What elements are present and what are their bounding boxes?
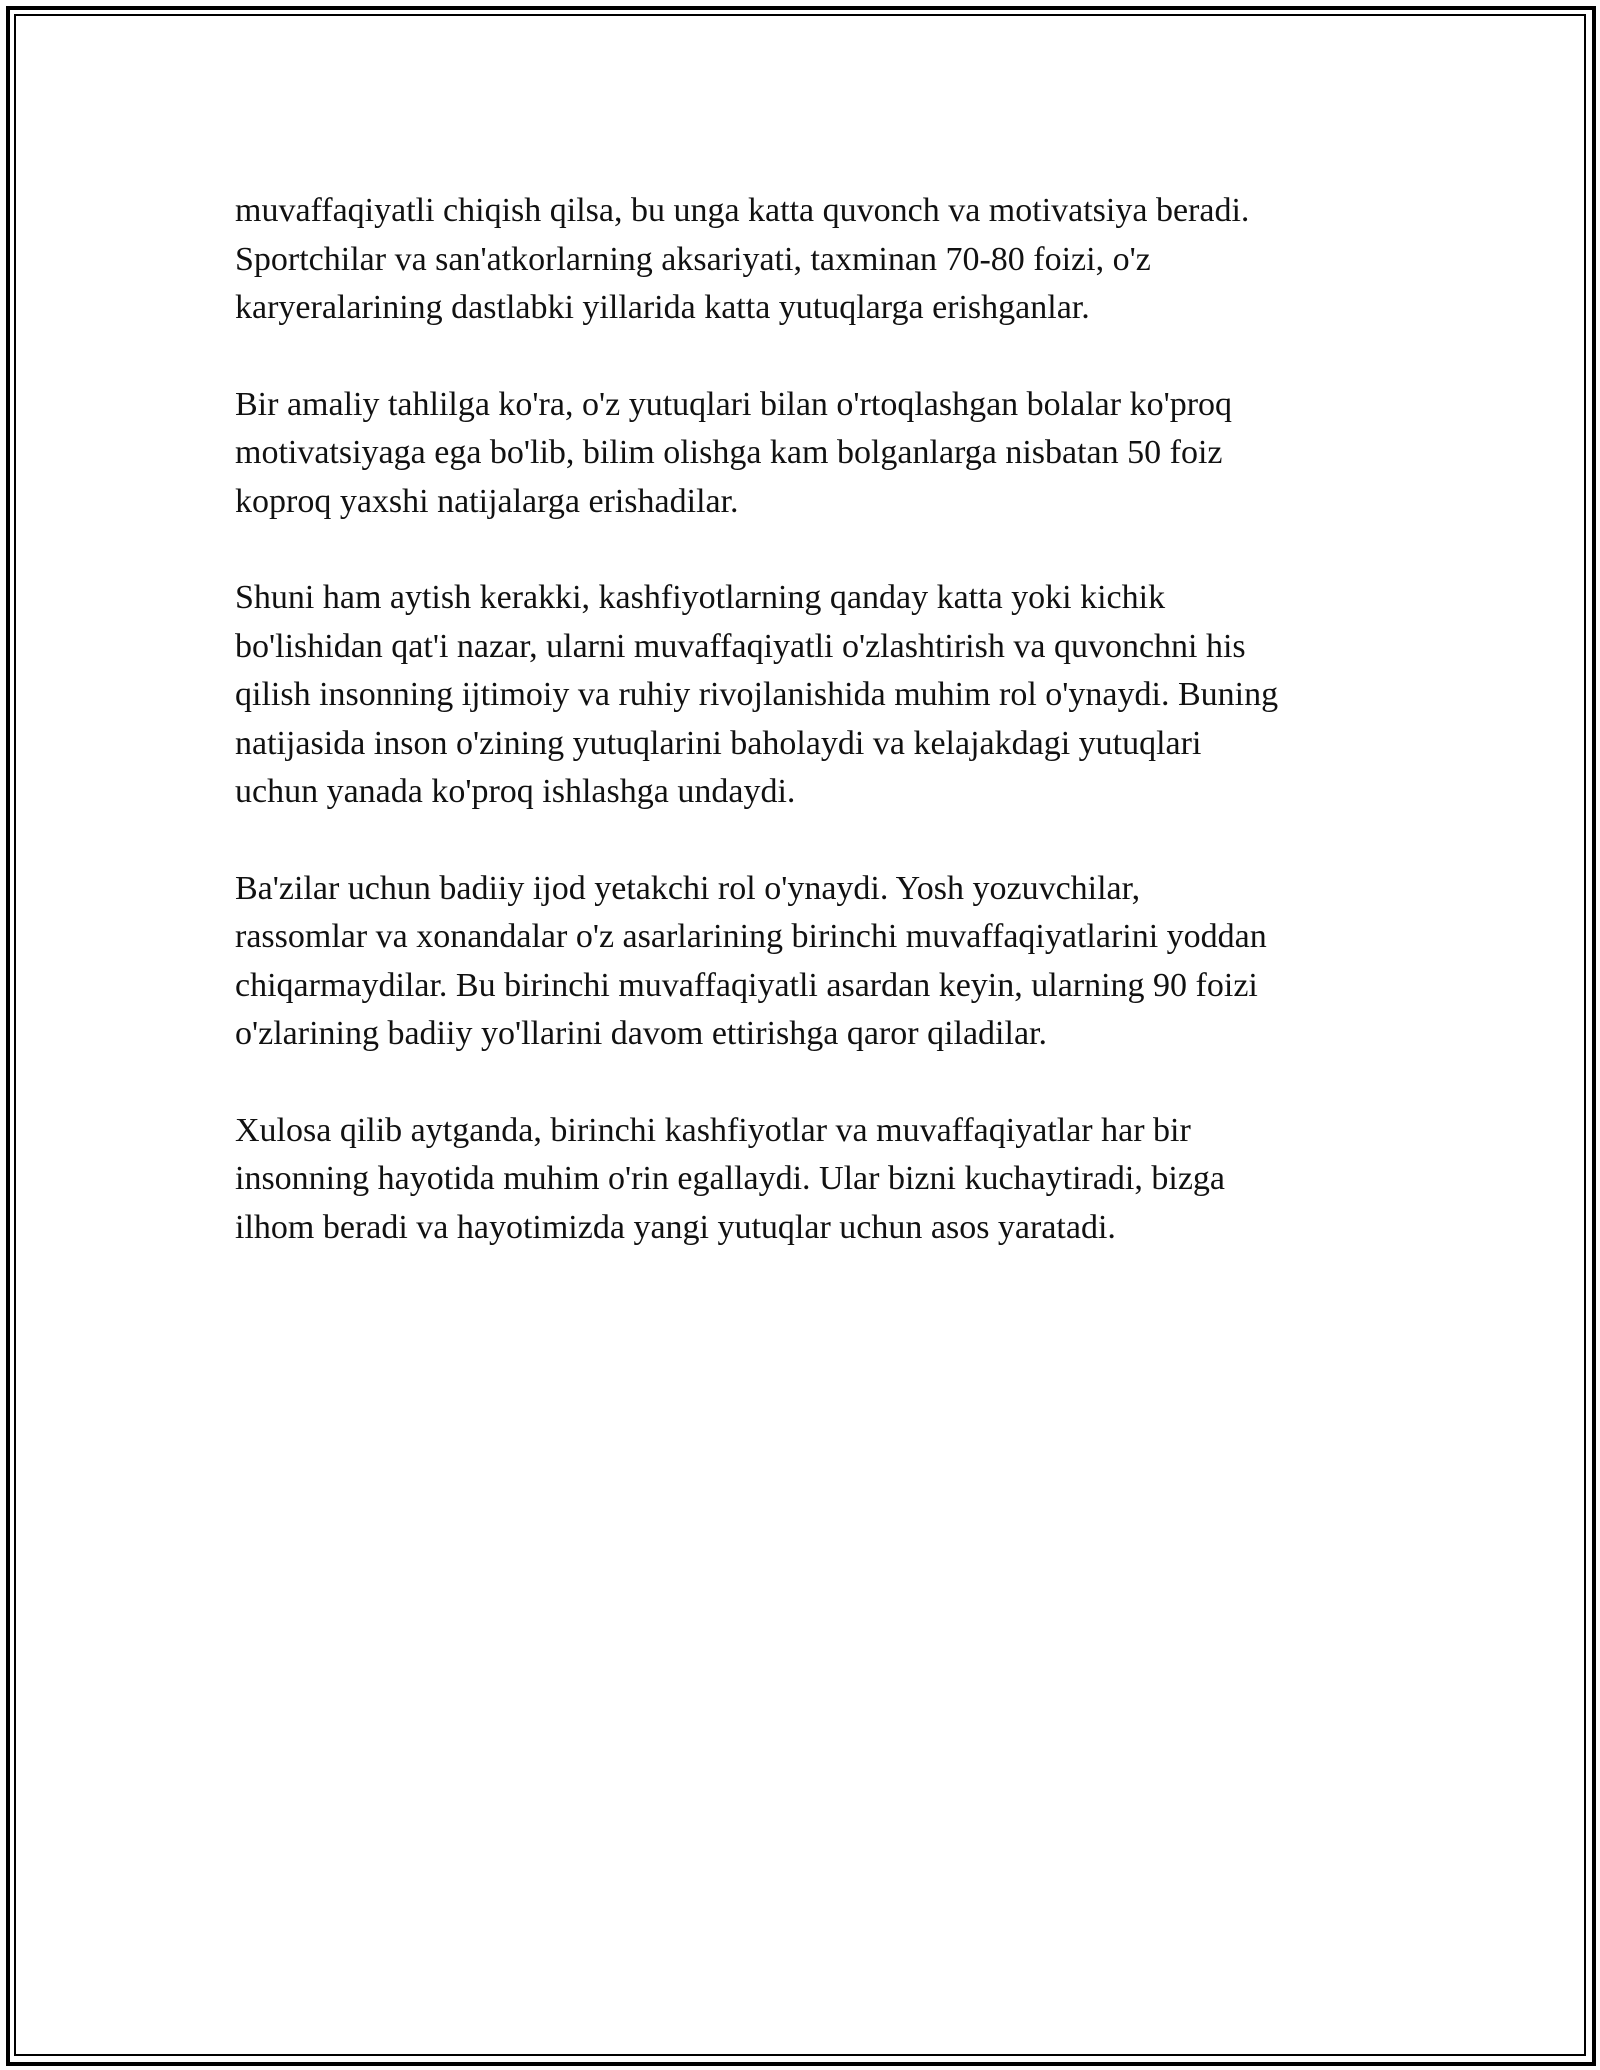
text-line: Bir amaliy tahlilga ko'ra, o'z yutuqlari bilan o'rtoqlashgan bolalar ko'proq [235, 385, 1233, 423]
text-line: motivatsiyaga ega bo'lib, bilim olishga kam bolganlarga nisbatan 50 foiz [235, 434, 1223, 471]
text-line: koproq yaxshi natijalarga erishadilar. [235, 482, 739, 520]
paragraph [235, 1107, 1375, 1253]
text-line: Ba'zilar uchun badiiy ijod yetakchi rol o'ynaydi. Yosh yozuvchilar, [235, 869, 1141, 907]
text-line: muvaffaqiyatli chiqish qilsa, bu unga katta quvonch va motivatsiya beradi. [235, 192, 1250, 229]
text-line: bo'lishidan qat'i nazar, ularni muvaffaqiyatli o'zlashtirish va quvonchni his [235, 627, 1246, 665]
text-line: natijasida inson o'zining yutuqlarini baholaydi va kelajakdagi yutuqlari [235, 724, 1202, 762]
text-line: Sportchilar va san'atkorlarning aksariyati, taxminan 70-80 foizi, o'z [235, 240, 1151, 278]
text-line: Shuni ham aytish kerakki, kashfiyotlarning qanday katta yoki kichik [235, 579, 1166, 616]
document-body [235, 187, 1375, 1300]
text-line: Xulosa qilib aytganda, birinchi kashfiyotlar va muvaffaqiyatlar har bir [235, 1111, 1191, 1149]
text-line: rassomlar va xonandalar o'z asarlarining birinchi muvaffaqiyatlarini yoddan [235, 918, 1267, 955]
text-line: chiqarmaydilar. Bu birinchi muvaffaqiyatli asardan keyin, ularning 90 foizi [235, 966, 1258, 1004]
text-line: qilish insonning ijtimoiy va ruhiy rivojlanishida muhim rol o'ynaydi. Buning [235, 676, 1279, 713]
text-line: karyeralarining dastlabki yillarida katta yutuqlarga erishganlar. [235, 289, 1090, 326]
text-line: o'zlarining badiiy yo'llarini davom ettirishga qaror qiladilar. [235, 1015, 1047, 1052]
text-line: ilhom beradi va hayotimizda yangi yutuqlar uchun asos yaratadi. [235, 1208, 1116, 1246]
paragraph [235, 865, 1375, 1059]
paragraph [235, 381, 1375, 527]
paragraph [235, 574, 1375, 817]
text-line: uchun yanada ko'proq ishlashga undaydi. [235, 773, 796, 810]
text-line: insonning hayotida muhim o'rin egallaydi. Ular bizni kuchaytiradi, bizga [235, 1160, 1226, 1197]
paragraph [235, 187, 1375, 333]
